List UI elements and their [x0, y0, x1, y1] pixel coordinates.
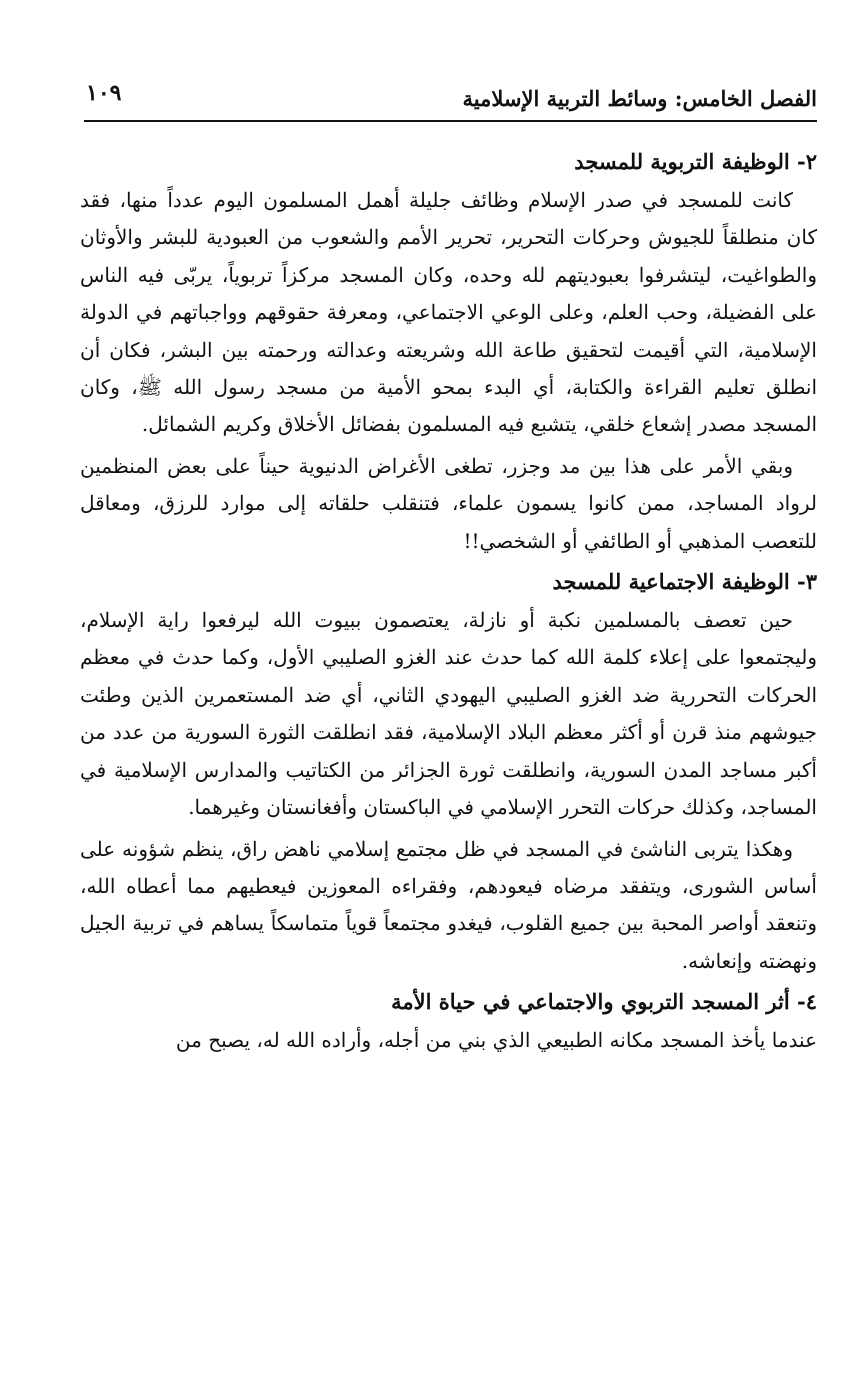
page-number: ١٠٩: [86, 80, 122, 106]
paragraph: وبقي الأمر على هذا بين مد وجزر، تطغى الأغراض الدنيوية حيناً على بعض المنظمين لرواد المساجد، ممن كانوا يسمون علماء، فتنقلب حلقاته إلى موارد للرزق، ومعاقل للتعصب المذهبي أو الطائفي أو الشخصي!!: [80, 453, 817, 553]
paragraph: حين تعصف بالمسلمين نكبة أو نازلة، يعتصمون ببيوت الله ليرفعوا راية الإسلام، وليجتمعوا على إعلاء كلمة الله كما حدث عند الغزو الصليبي الأول، وكما حدث في معظم الحركات التحررية ضد الغزو الصليبي اليهودي الثاني، أي ضد المستعمرين الذين وطئت جيوشهم منذ قرن أو أكثر معظم البلاد الإسلامية، فقد انطلقت الثورة السورية من عدد من أكبر مساجد المدن السورية، وانطلقت ثورة الجزائر من الكتاتيب والمدارس الإسلامية في المساجد، وكذلك حركات التحرر الإسلامي في الباكستان وأفغانستان وغيرهما.: [80, 608, 817, 820]
paragraph: عندما يأخذ المسجد مكانه الطبيعي الذي بني من أجله، وأراده الله له، يصبح من: [175, 1028, 817, 1053]
section-heading-mosque-impact: ٤- أثر المسجد التربوي والاجتماعي في حياة الأمة: [391, 989, 817, 1015]
page-header: [84, 76, 817, 122]
paragraph: كانت للمسجد في صدر الإسلام وظائف جليلة أهمل المسلمون اليوم عدداً منها، فقد كان منطلقاً للجيوش وحركات التحرير، تحرير الأمم والشعوب من العبودية للبشر والأوثان والطواغيت، ليتشرفوا بعبوديتهم لله وحده، وكان المسجد مركزاً تربوياً، يربّى فيه الناس على الفضيلة، وحب العلم، وعلى الوعي الاجتماعي، ومعرفة حقوقهم وواجباتهم في الدولة الإسلامية، التي أقيمت لتحقيق طاعة الله وشريعته وعدالته ورحمته بين البشر، فكان أن انطلق تعليم القراءة والكتابة، أي البدء بمحو الأمية من مسجد رسول الله ﷺ، وكان المسجد مصدر إشعاع خلقي، يتشبع فيه المسلمون بفضائل الأخلاق وكريم الشمائل.: [80, 188, 818, 437]
chapter-title: الفصل الخامس: وسائط التربية الإسلامية: [462, 86, 817, 111]
section-heading-social-function: ٣- الوظيفة الاجتماعية للمسجد: [552, 569, 817, 595]
page-body: [80, 140, 817, 1060]
paragraph: وهكذا يتربى الناشئ في المسجد في ظل مجتمع إسلامي ناهض راق، ينظم شؤونه على أساس الشورى، ويتفقد مرضاه فيعودهم، وفقراءه المعوزين فيعطيهم مما أعطاه الله، وتنعقد أواصر المحبة بين جميع القلوب، فيغدو مجتمعاً قوياً متماسكاً يساهم في تربية الجيل ونهضته وإنعاشه.: [80, 836, 817, 973]
section-heading-educational-function: ٢- الوظيفة التربوية للمسجد: [574, 149, 817, 174]
